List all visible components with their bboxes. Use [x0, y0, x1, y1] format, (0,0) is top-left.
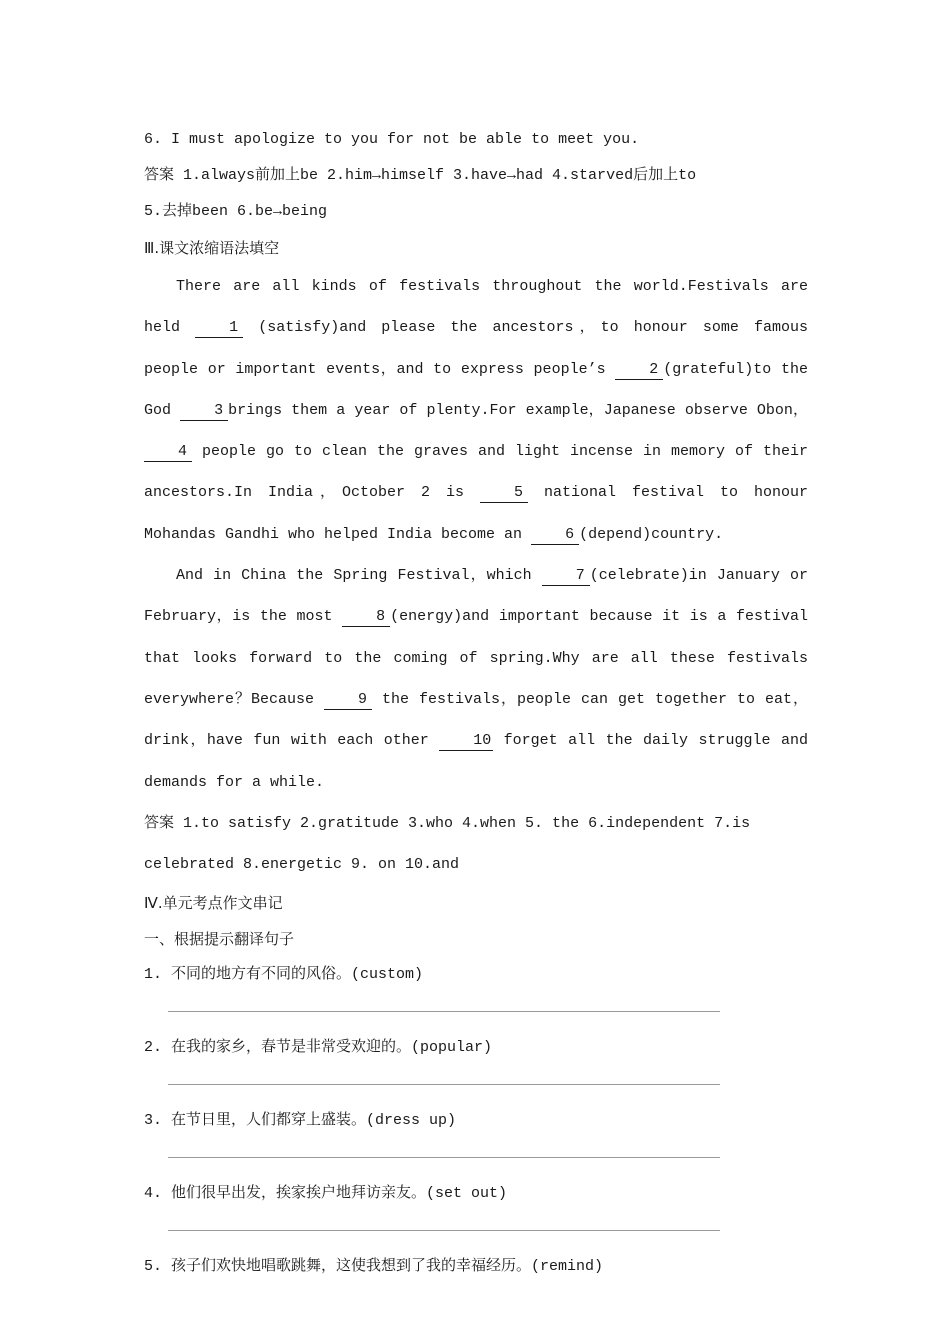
- cloze-blank-5[interactable]: 5: [480, 484, 528, 503]
- cloze-blank-6[interactable]: 6: [531, 526, 579, 545]
- cloze-blank-2[interactable]: 2: [615, 361, 663, 380]
- cloze-text: (depend)country.: [579, 525, 724, 543]
- cloze-text: (grateful)to the God: [144, 360, 808, 419]
- exercise-item-6: 6. I must apologize to you for not be able to meet you.: [144, 131, 640, 148]
- answer-line-3[interactable]: [168, 1157, 720, 1158]
- translation-item-2: 2. 在我的家乡，春节是非常受欢迎的。(popular): [144, 1039, 493, 1057]
- cloze-text: brings them a year of plenty.For example，Japanese observe Obon，: [228, 401, 808, 419]
- answer-key-section3-line2: celebrated 8.energetic 9. on 10.and: [144, 856, 460, 874]
- cloze-blank-10[interactable]: 10: [439, 732, 493, 751]
- cloze-text: (celebrate)in January or February，is the most: [144, 567, 808, 626]
- document-page: [144, 122, 808, 1285]
- translation-item-1: 1. 不同的地方有不同的风俗。(custom): [144, 966, 424, 984]
- section-4-subheading: 一、根据提示翻译句子: [144, 930, 295, 949]
- translation-item-4: 4. 他们很早出发，挨家挨户地拜访亲友。(set out): [144, 1185, 508, 1203]
- translation-item-5: 5. 孩子们欢快地唱歌跳舞，这使我想到了我的幸福经历。(remind): [144, 1258, 604, 1276]
- cloze-text: There are all kinds of festivals throughout the world.Festivals are held: [144, 278, 808, 337]
- cloze-blank-8[interactable]: 8: [342, 608, 390, 627]
- answer-line-2[interactable]: [168, 1084, 720, 1085]
- cloze-text: national festival to honour Mohandas Gandhi who helped India become an: [144, 484, 808, 543]
- section-3-heading: Ⅲ.课文浓缩语法填空: [144, 239, 280, 257]
- cloze-blank-7[interactable]: 7: [542, 567, 590, 586]
- cloze-paragraph-2: [144, 555, 808, 803]
- cloze-text: forget all the daily struggle and demands for a while.: [144, 732, 808, 791]
- answer-key-section3: [144, 803, 808, 886]
- cloze-paragraph-1: [144, 266, 808, 555]
- cloze-text: (energy)and important because it is a festival that looks forward to the coming of spring.Why are all these festivals everywhere？Because: [144, 608, 808, 708]
- answer-key-section2-line1: 答案 1.always前加上be 2.him→himself 3.have→had 4.starved后加上to: [144, 167, 697, 184]
- answer-line-4[interactable]: [168, 1230, 720, 1231]
- cloze-blank-1[interactable]: 1: [195, 319, 243, 338]
- cloze-text: (satisfy)and please the ancestors，to honour some famous people or important events，and to express people’s: [144, 319, 808, 378]
- cloze-blank-4[interactable]: 4: [144, 443, 192, 462]
- cloze-text: the festivals，people can get together to eat，drink，have fun with each other: [144, 690, 808, 750]
- answer-line-1[interactable]: [168, 1011, 720, 1012]
- translation-item-3: 3. 在节日里，人们都穿上盛装。(dress up): [144, 1112, 457, 1130]
- cloze-text: And in China the Spring Festival，which: [176, 567, 532, 585]
- answer-key-section3-line1: 答案 1.to satisfy 2.gratitude 3.who 4.when 5. the 6.independent 7.is: [144, 814, 751, 832]
- answer-key-section2-line2: 5.去掉been 6.be→being: [144, 203, 328, 220]
- cloze-blank-9[interactable]: 9: [324, 691, 372, 710]
- section-4-heading: Ⅳ.单元考点作文串记: [144, 894, 283, 913]
- cloze-text: people go to clean the graves and light incense in memory of their ancestors.In India，October 2 is: [144, 443, 808, 502]
- cloze-blank-3[interactable]: 3: [180, 402, 228, 421]
